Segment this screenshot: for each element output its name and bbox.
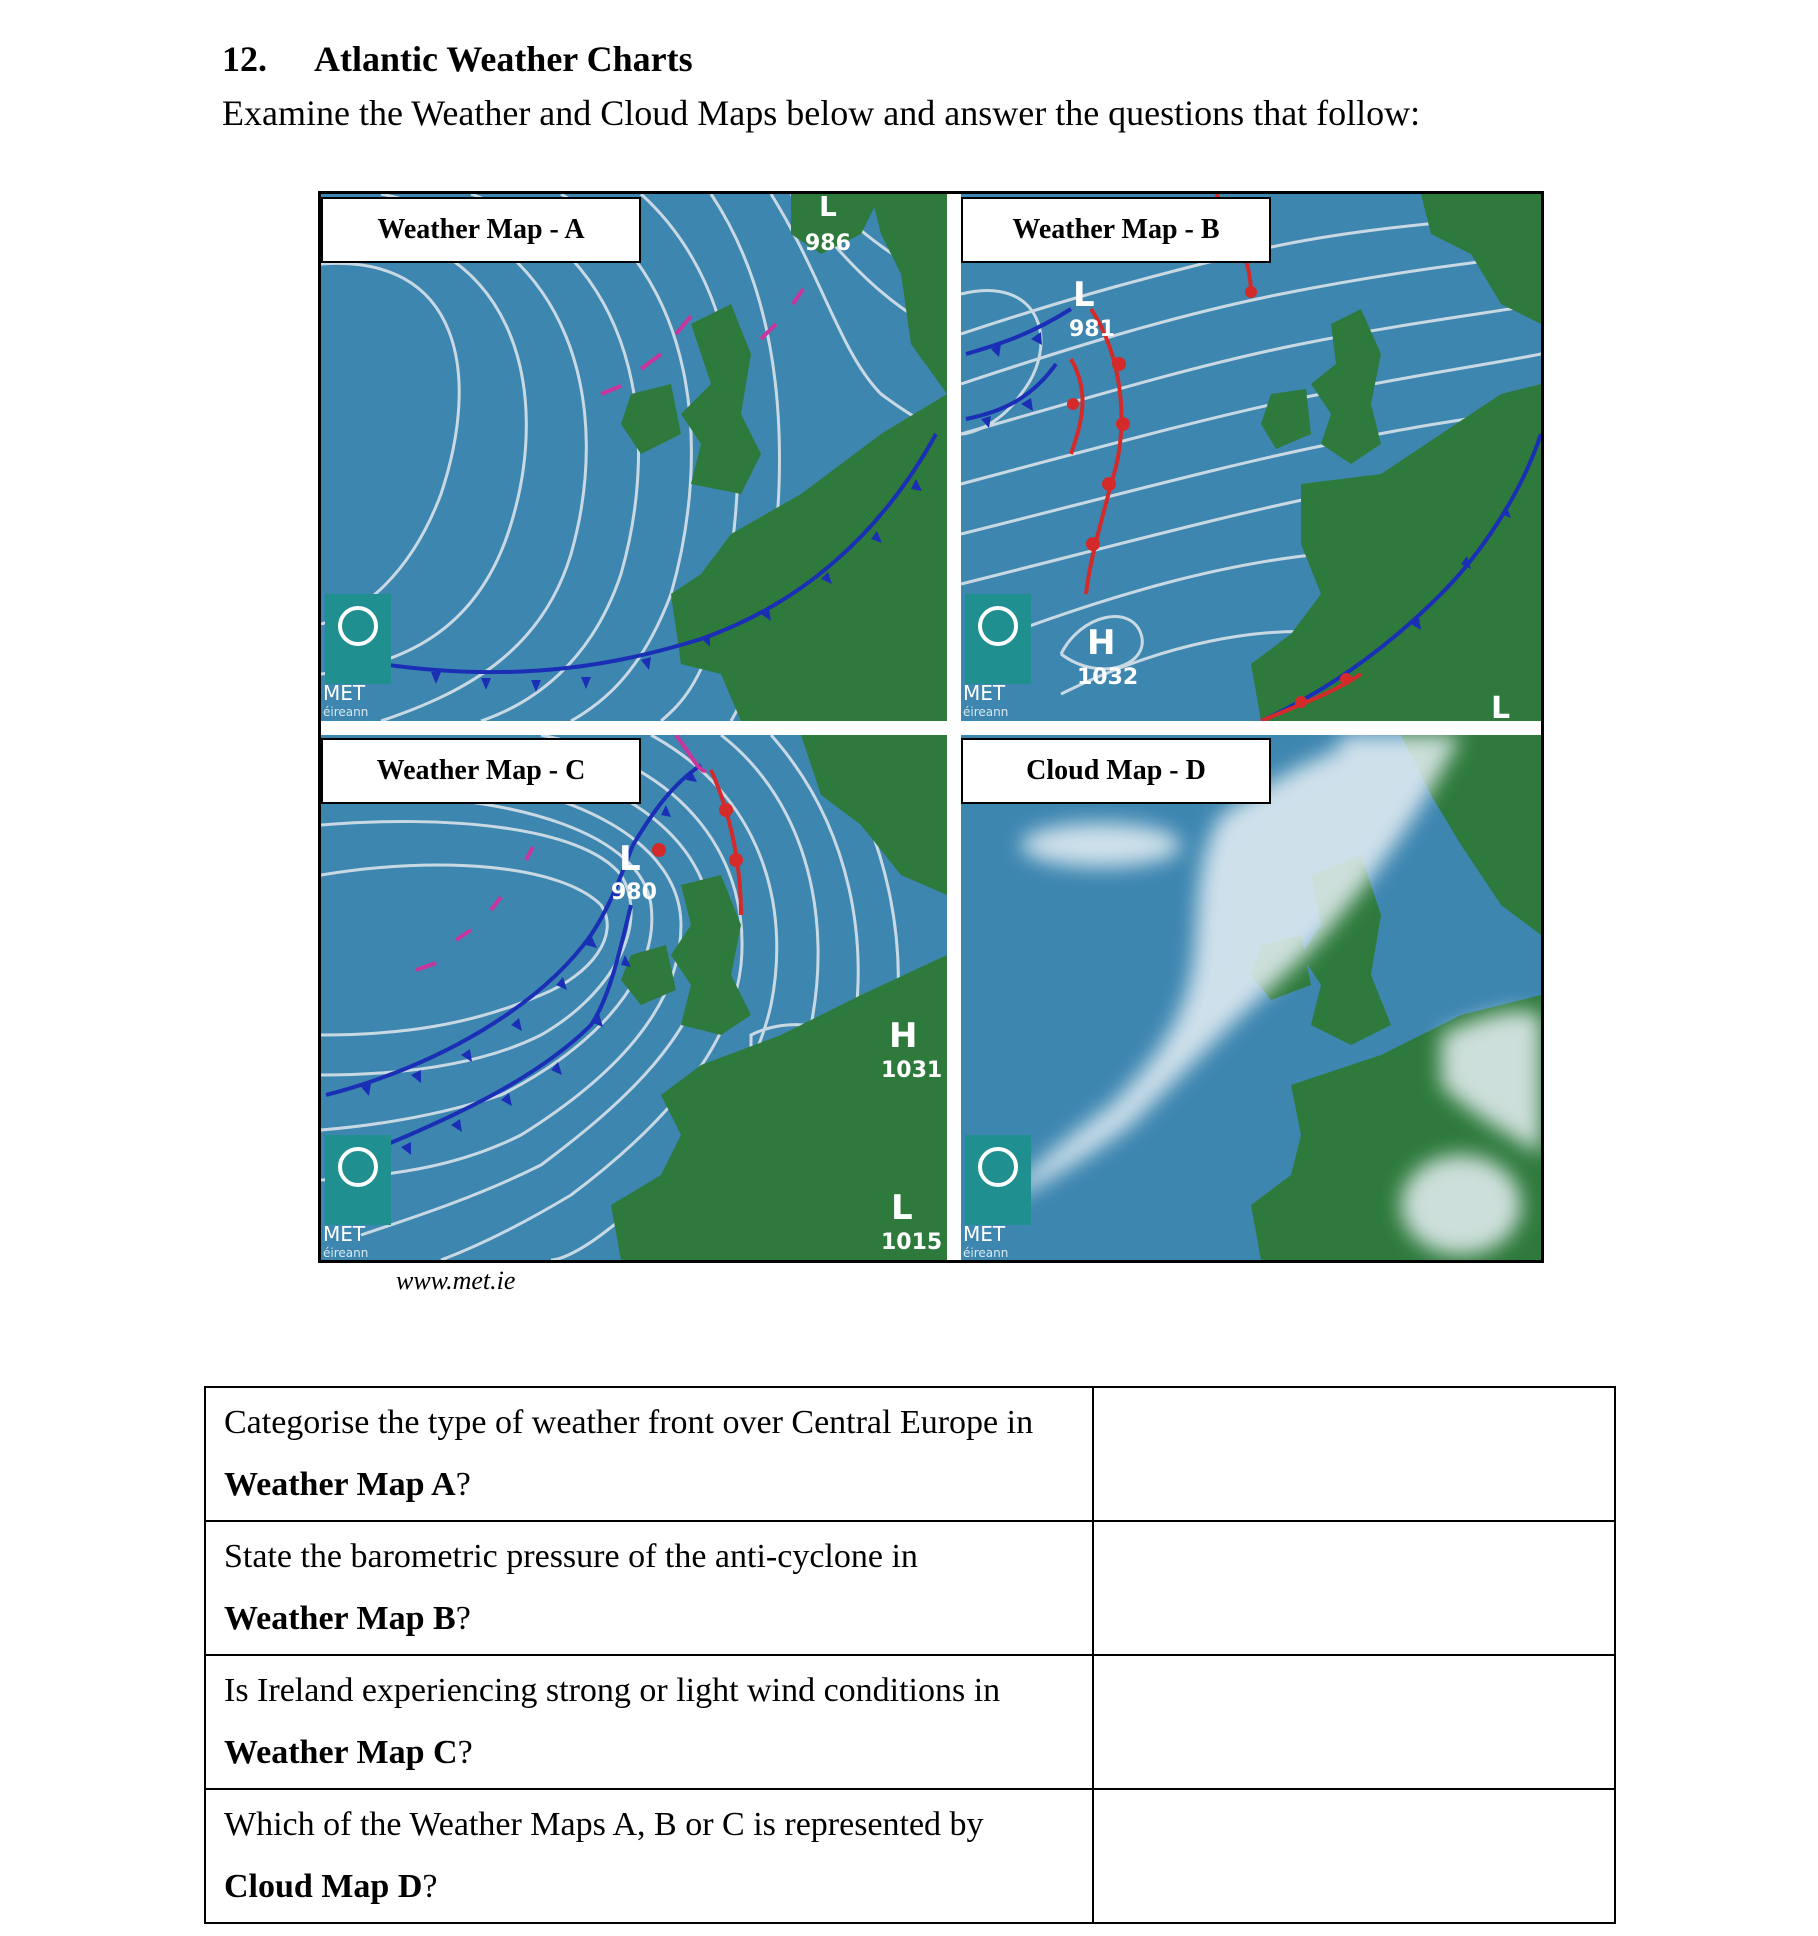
map-c-high-symbol: H	[889, 1016, 918, 1056]
table-row	[205, 1521, 1615, 1655]
weather-map-b	[961, 194, 1541, 721]
weather-map-a-graphic	[321, 194, 947, 721]
weather-maps-figure	[318, 191, 1544, 1263]
map-a-low-pressure: 986	[805, 231, 851, 256]
answer-cell[interactable]	[1093, 1521, 1615, 1655]
map-c-low-symbol: L	[619, 839, 641, 879]
weather-map-c-graphic	[321, 735, 947, 1260]
question-cell: State the barometric pressure of the anti-cyclone in Weather Map B?	[205, 1521, 1093, 1655]
map-a-logo-sub: éireann	[323, 705, 369, 719]
map-b-logo-sub: éireann	[963, 705, 1009, 719]
map-d-logo-sub: éireann	[963, 1246, 1009, 1260]
map-c-logo-sub: éireann	[323, 1246, 369, 1260]
question-cell: Categorise the type of weather front over Central Europe in Weather Map A?	[205, 1387, 1093, 1521]
map-b-low2-symbol: L	[1491, 691, 1511, 721]
answer-cell[interactable]	[1093, 1789, 1615, 1923]
table-row	[205, 1387, 1615, 1521]
cloud-map-d	[961, 735, 1541, 1260]
map-c-low2-pressure: 1015	[881, 1230, 943, 1255]
map-a-logo-text: MET	[323, 681, 366, 705]
question-answer-table	[204, 1386, 1616, 1924]
map-b-logo-text: MET	[963, 681, 1006, 705]
question-cell: Which of the Weather Maps A, B or C is represented by Cloud Map D?	[205, 1789, 1093, 1923]
map-a-label: Weather Map - A	[321, 197, 641, 263]
map-b-low-symbol: L	[1073, 275, 1095, 315]
map-b-label: Weather Map - B	[961, 197, 1271, 263]
question-title: Atlantic Weather Charts	[314, 39, 693, 79]
map-c-label: Weather Map - C	[321, 738, 641, 804]
map-c-low-pressure: 980	[611, 880, 657, 905]
answer-cell[interactable]	[1093, 1655, 1615, 1789]
cloud-map-d-graphic	[961, 735, 1541, 1260]
table-row	[205, 1655, 1615, 1789]
weather-map-c	[321, 735, 947, 1260]
table-row	[205, 1789, 1615, 1923]
map-b-low-pressure: 981	[1069, 317, 1115, 342]
map-c-logo-text: MET	[323, 1222, 366, 1246]
question-header	[222, 38, 693, 80]
map-c-low2-symbol: L	[891, 1188, 913, 1228]
source-credit: www.met.ie	[396, 1266, 516, 1295]
answer-cell[interactable]	[1093, 1387, 1615, 1521]
map-b-high-symbol: H	[1087, 623, 1116, 663]
map-d-label: Cloud Map - D	[961, 738, 1271, 804]
map-d-logo-text: MET	[963, 1222, 1006, 1246]
map-a-low-symbol: L	[819, 194, 837, 223]
map-c-high-pressure: 1031	[881, 1058, 943, 1083]
weather-map-b-graphic	[961, 194, 1541, 721]
weather-map-a	[321, 194, 947, 721]
question-cell: Is Ireland experiencing strong or light wind conditions in Weather Map C?	[205, 1655, 1093, 1789]
map-b-high-pressure: 1032	[1077, 665, 1139, 690]
question-number: 12.	[222, 39, 267, 79]
question-intro: Examine the Weather and Cloud Maps below and answer the questions that follow:	[222, 93, 1421, 133]
